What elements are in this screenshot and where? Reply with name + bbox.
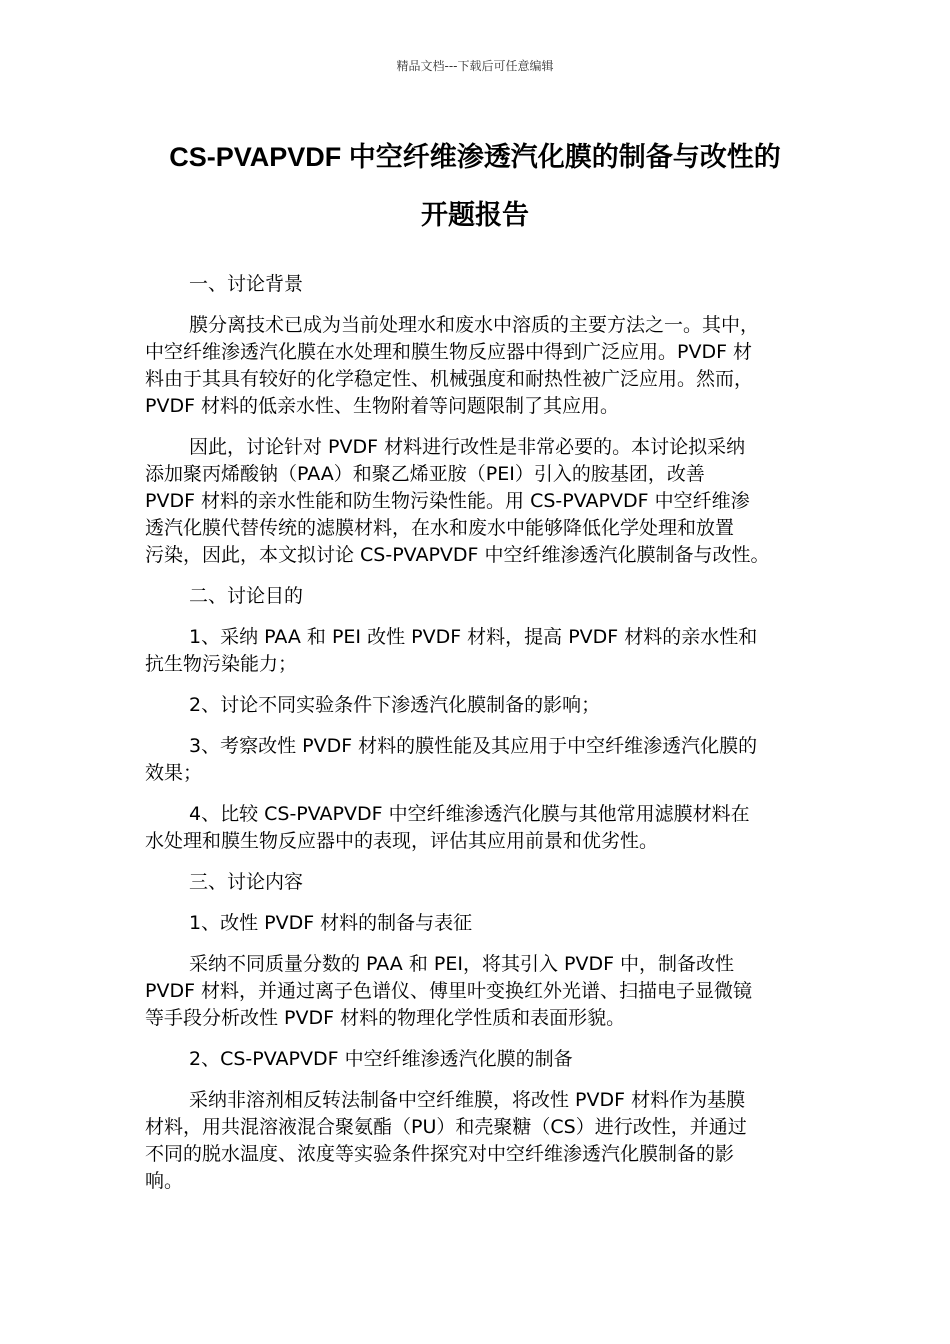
paragraph-line: 3、考察改性 PVDF 材料的膜性能及其应用于中空纤维渗透汽化膜的	[189, 735, 758, 757]
paragraph-line: 采纳非溶剂相反转法制备中空纤维膜，将改性 PVDF 材料作为基膜	[189, 1089, 746, 1111]
paragraph	[145, 692, 815, 719]
paragraph-line: 材料，用共混溶液混合聚氨酯（PU）和壳聚糖（CS）进行改性，并通过	[145, 1116, 747, 1138]
paragraph-line: 料由于其具有较好的化学稳定性、机械强度和耐热性被广泛应用。然而，	[145, 368, 754, 390]
document-body	[145, 271, 815, 1209]
section-heading	[145, 271, 815, 298]
paragraph	[145, 434, 815, 569]
paragraph-line: 2、讨论不同实验条件下渗透汽化膜制备的影响；	[189, 694, 601, 716]
section-heading	[145, 869, 815, 896]
paragraph	[145, 951, 815, 1032]
paragraph-line: 中空纤维渗透汽化膜在水处理和膜生物反应器中得到广泛应用。PVDF 材	[145, 341, 753, 363]
paragraph-line: 水处理和膜生物反应器中的表现，评估其应用前景和优劣性。	[145, 830, 659, 852]
paragraph	[145, 312, 815, 420]
paragraph-line: PVDF 材料的亲水性能和防生物污染性能。用 CS-PVAPVDF 中空纤维渗	[145, 490, 750, 512]
paragraph-line: 膜分离技术已成为当前处理水和废水中溶质的主要方法之一。其中，	[189, 314, 760, 336]
paragraph-line: 1、改性 PVDF 材料的制备与表征	[189, 912, 473, 934]
paragraph-line: 二、讨论目的	[189, 585, 304, 607]
paragraph-line: 不同的脱水温度、浓度等实验条件探究对中空纤维渗透汽化膜制备的影	[145, 1143, 735, 1165]
paragraph-line: 添加聚丙烯酸钠（PAA）和聚乙烯亚胺（PEI）引入的胺基团，改善	[145, 463, 705, 485]
paragraph-line: PVDF 材料，并通过离子色谱仪、傅里叶变换红外光谱、扫描电子显微镜	[145, 980, 753, 1002]
paragraph-line: 效果；	[145, 762, 203, 784]
paragraph-line: 因此，讨论针对 PVDF 材料进行改性是非常必要的。本讨论拟采纳	[189, 436, 746, 458]
paragraph-line: 2、CS-PVAPVDF 中空纤维渗透汽化膜的制备	[189, 1048, 573, 1070]
paragraph	[145, 910, 815, 937]
paragraph-line: 等手段分析改性 PVDF 材料的物理化学性质和表面形貌。	[145, 1007, 626, 1029]
paragraph	[145, 801, 815, 855]
paragraph-line: 1、采纳 PAA 和 PEI 改性 PVDF 材料，提高 PVDF 材料的亲水性和	[189, 626, 758, 648]
paragraph-line: 透汽化膜代替传统的滤膜材料，在水和废水中能够降低化学处理和放置	[145, 517, 735, 539]
title-line-1: CS-PVAPVDF 中空纤维渗透汽化膜的制备与改性的	[169, 142, 781, 172]
section-heading	[145, 583, 815, 610]
paragraph	[145, 1046, 815, 1073]
paragraph-line: PVDF 材料的低亲水性、生物附着等问题限制了其应用。	[145, 395, 620, 417]
paragraph-line: 三、讨论内容	[189, 871, 304, 893]
paragraph-line: 一、讨论背景	[189, 273, 304, 295]
paragraph	[145, 624, 815, 678]
paragraph-line: 响。	[145, 1170, 184, 1192]
paragraph-line: 4、比较 CS-PVAPVDF 中空纤维渗透汽化膜与其他常用滤膜材料在	[189, 803, 750, 825]
paragraph-line: 抗生物污染能力；	[145, 653, 298, 675]
paragraph	[145, 1087, 815, 1195]
paragraph	[145, 733, 815, 787]
document-title	[120, 128, 830, 244]
paragraph-line: 污染，因此，本文拟讨论 CS-PVAPVDF 中空纤维渗透汽化膜制备与改性。	[145, 544, 770, 566]
title-line-2: 开题报告	[421, 200, 529, 230]
paragraph-line: 采纳不同质量分数的 PAA 和 PEI，将其引入 PVDF 中，制备改性	[189, 953, 735, 975]
page-header: 精品文档---下载后可任意编辑	[396, 59, 554, 73]
